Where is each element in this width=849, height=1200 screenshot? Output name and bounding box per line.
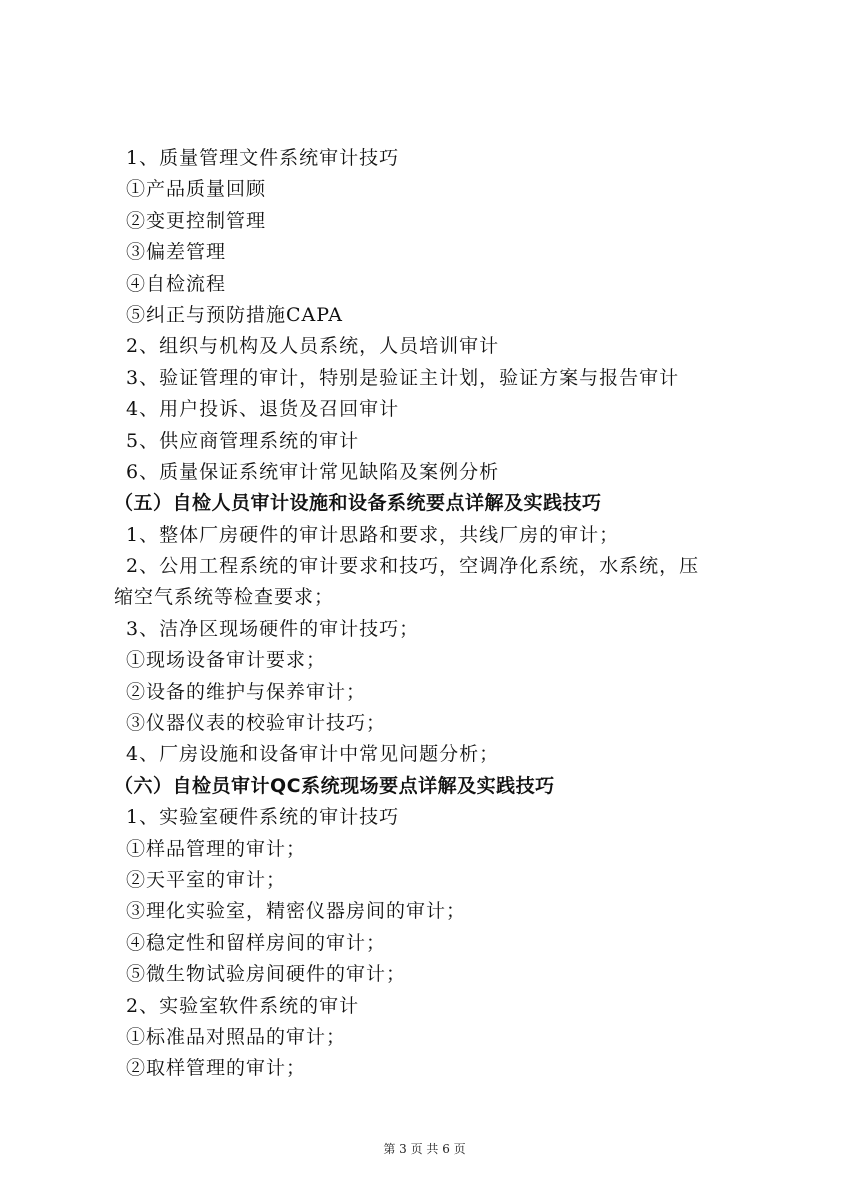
section-heading: （六）自检员审计QC系统现场要点详解及实践技巧	[114, 774, 555, 797]
list-item: ①现场设备审计要求；	[126, 649, 327, 672]
list-item: 1、实验室硬件系统的审计技巧	[126, 806, 400, 829]
list-item: 5、供应商管理系统的审计	[126, 429, 360, 452]
list-item: 2、公用工程系统的审计要求和技巧，空调净化系统，水系统，压	[126, 555, 700, 578]
list-item: ①标准品对照品的审计；	[126, 1025, 347, 1048]
list-item: ⑤纠正与预防措施CAPA	[126, 303, 344, 326]
list-item: ②天平室的审计；	[126, 868, 287, 891]
list-item: 2、实验室软件系统的审计	[126, 994, 360, 1017]
list-item: 4、用户投诉、退货及召回审计	[126, 398, 400, 421]
list-item: ④自检流程	[126, 272, 227, 295]
list-item: 6、质量保证系统审计常见缺陷及案例分析	[126, 460, 500, 483]
list-item: 2、组织与机构及人员系统，人员培训审计	[126, 335, 500, 358]
section-heading: （五）自检人员审计设施和设备系统要点详解及实践技巧	[114, 492, 602, 515]
list-item: ②取样管理的审计；	[126, 1057, 307, 1080]
list-item: 1、整体厂房硬件的审计思路和要求，共线厂房的审计；	[126, 523, 620, 546]
list-item: 3、洁净区现场硬件的审计技巧；	[126, 617, 420, 640]
page-footer: 第 3 页 共 6 页	[383, 1142, 466, 1156]
list-item: 1、质量管理文件系统审计技巧	[126, 147, 400, 169]
list-item: ③仪器仪表的校验审计技巧；	[126, 712, 387, 735]
list-item: ①样品管理的审计；	[126, 837, 307, 860]
document-body	[0, 143, 849, 1085]
list-item: 3、验证管理的审计，特别是验证主计划，验证方案与报告审计	[126, 366, 680, 389]
list-item: ②设备的维护与保养审计；	[126, 680, 367, 703]
list-item: ④稳定性和留样房间的审计；	[126, 931, 387, 954]
list-item: ②变更控制管理	[126, 209, 267, 232]
list-item: ③偏差管理	[126, 241, 227, 264]
list-item: 4、厂房设施和设备审计中常见问题分析；	[126, 743, 500, 766]
list-item: ⑤微生物试验房间硬件的审计；	[126, 963, 407, 986]
list-item: ③理化实验室，精密仪器房间的审计；	[126, 900, 467, 923]
list-item: ①产品质量回顾	[126, 178, 267, 201]
list-item-continuation: 缩空气系统等检查要求；	[114, 586, 335, 609]
